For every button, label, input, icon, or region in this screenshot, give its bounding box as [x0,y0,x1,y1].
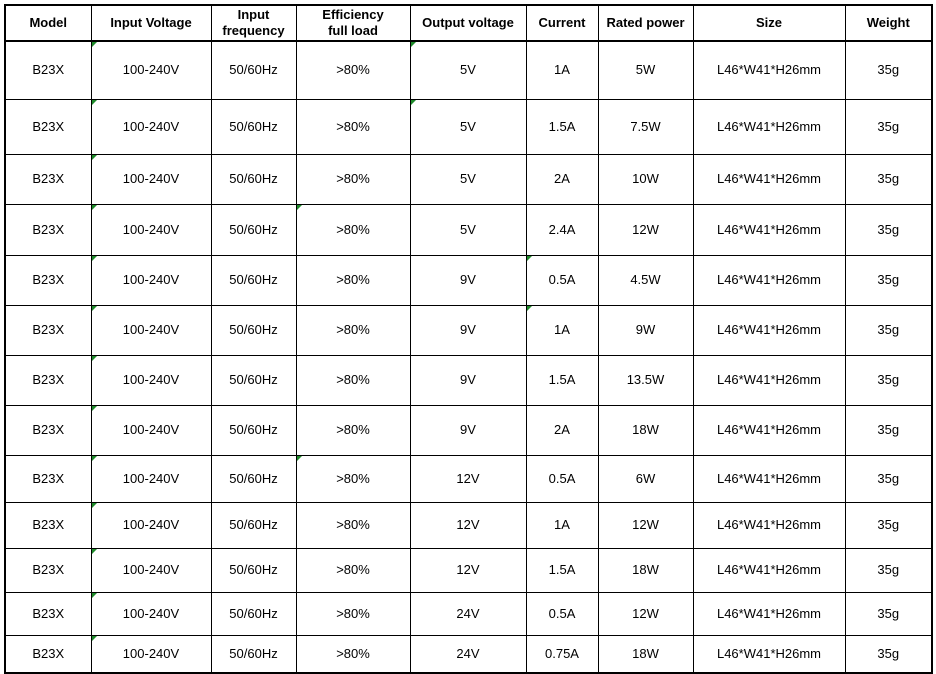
header-input-frequency-line2: frequency [222,23,285,38]
cell-frequency [211,99,296,154]
cell-output-voltage [410,405,526,455]
cell-input-voltage-value: 100-240V [122,562,180,577]
cell-weight [845,548,932,592]
table-row [5,355,932,405]
comment-marker-icon [92,256,97,261]
cell-current-value: 0.5A [548,605,576,621]
cell-frequency-value: 50/60Hz [229,517,278,532]
cell-efficiency [296,502,410,548]
cell-efficiency-value: >80% [336,118,370,134]
cell-current [526,405,598,455]
cell-model-value: B23X [32,422,65,437]
cell-input-voltage [91,455,211,502]
cell-efficiency-value: >80% [336,272,370,287]
cell-weight [845,405,932,455]
cell-rated-power-value: 4.5W [630,272,661,287]
cell-efficiency-value: >80% [336,422,370,437]
cell-current [526,502,598,548]
cell-weight-value: 35g [877,645,900,661]
header-weight: Weight [845,5,932,41]
cell-rated-power-value: 18W [632,562,659,577]
cell-input-voltage [91,255,211,305]
cell-rated-power-value: 18W [632,645,659,661]
table-row [5,548,932,592]
cell-model [5,405,91,455]
comment-marker-icon [411,42,416,47]
cell-input-voltage-value: 100-240V [122,62,180,78]
cell-model [5,305,91,355]
cell-input-voltage [91,154,211,204]
cell-frequency [211,548,296,592]
cell-weight-value: 35g [877,372,900,387]
comment-marker-icon [92,503,97,508]
cell-weight-value: 35g [877,272,900,287]
cell-size [693,502,845,548]
comment-marker-icon [297,205,302,210]
cell-input-voltage-value: 100-240V [122,422,180,437]
spec-table [4,4,933,674]
cell-frequency-value: 50/60Hz [229,372,278,387]
cell-current [526,635,598,673]
cell-input-voltage-value: 100-240V [122,645,180,661]
table-row [5,204,932,255]
comment-marker-icon [92,549,97,554]
cell-input-voltage-value: 100-240V [122,470,180,486]
cell-model-value: B23X [32,645,65,661]
table-row [5,592,932,635]
cell-size [693,405,845,455]
table-header [5,5,932,41]
cell-efficiency [296,204,410,255]
table-row [5,405,932,455]
table-row [5,99,932,154]
cell-input-voltage-value: 100-240V [122,372,180,387]
table-row [5,154,932,204]
comment-marker-icon [92,100,97,105]
comment-marker-icon [92,306,97,311]
cell-size-value: L46*W41*H26mm [716,322,822,337]
cell-rated-power-value: 12W [632,221,659,237]
cell-size-value: L46*W41*H26mm [716,422,822,437]
comment-marker-icon [411,100,416,105]
cell-model [5,154,91,204]
cell-model [5,548,91,592]
cell-output-voltage [410,204,526,255]
header-input-frequency [211,5,296,41]
cell-rated-power [598,355,693,405]
cell-size-value: L46*W41*H26mm [716,470,822,486]
cell-output-voltage-value: 9V [460,322,476,337]
cell-model [5,204,91,255]
cell-efficiency [296,99,410,154]
cell-frequency-value: 50/60Hz [229,322,278,337]
comment-marker-icon [92,636,97,641]
cell-rated-power [598,204,693,255]
cell-frequency [211,204,296,255]
cell-efficiency [296,154,410,204]
cell-efficiency [296,635,410,673]
cell-model-value: B23X [32,171,65,186]
cell-frequency [211,255,296,305]
cell-weight-value: 35g [877,562,900,577]
cell-output-voltage [410,41,526,99]
cell-output-voltage [410,355,526,405]
cell-size-value: L46*W41*H26mm [716,221,822,237]
cell-frequency [211,41,296,99]
cell-model-value: B23X [32,272,65,287]
cell-current-value: 1.5A [548,372,576,387]
cell-weight [845,255,932,305]
cell-input-voltage-value: 100-240V [122,221,180,237]
cell-output-voltage-value: 9V [460,372,476,387]
table-row [5,455,932,502]
cell-efficiency-value: >80% [336,517,370,532]
cell-model-value: B23X [32,118,65,134]
cell-current-value: 1A [554,62,570,78]
cell-size-value: L46*W41*H26mm [716,562,822,577]
cell-output-voltage [410,154,526,204]
cell-size [693,305,845,355]
cell-model [5,255,91,305]
cell-output-voltage [410,455,526,502]
cell-current-value: 2A [554,422,570,437]
cell-efficiency [296,455,410,502]
cell-model [5,455,91,502]
cell-size-value: L46*W41*H26mm [716,645,822,661]
header-output-voltage: Output voltage [410,5,526,41]
comment-marker-icon [527,306,532,311]
cell-current-value: 0.5A [548,470,576,486]
cell-output-voltage-value: 5V [460,221,476,237]
cell-output-voltage [410,99,526,154]
cell-output-voltage [410,548,526,592]
cell-model [5,41,91,99]
comment-marker-icon [92,456,97,461]
cell-input-voltage [91,548,211,592]
cell-rated-power [598,99,693,154]
cell-rated-power [598,154,693,204]
cell-output-voltage-value: 12V [456,470,480,486]
cell-efficiency-value: >80% [336,562,370,577]
cell-efficiency-value: >80% [336,62,370,78]
cell-current [526,305,598,355]
cell-model [5,592,91,635]
cell-frequency-value: 50/60Hz [229,422,278,437]
cell-frequency [211,455,296,502]
cell-current [526,41,598,99]
cell-frequency [211,154,296,204]
cell-input-voltage-value: 100-240V [122,517,180,532]
cell-size-value: L46*W41*H26mm [716,62,822,78]
cell-rated-power-value: 13.5W [626,372,665,387]
cell-weight [845,355,932,405]
comment-marker-icon [92,42,97,47]
cell-rated-power-value: 7.5W [630,118,661,134]
cell-current [526,255,598,305]
cell-output-voltage-value: 12V [456,517,480,532]
cell-efficiency [296,355,410,405]
cell-current [526,455,598,502]
cell-input-voltage-value: 100-240V [122,272,180,287]
cell-size [693,548,845,592]
cell-rated-power-value: 18W [632,422,659,437]
cell-current-value: 2A [554,171,570,186]
cell-current-value: 1A [554,322,570,337]
cell-weight [845,502,932,548]
cell-weight-value: 35g [877,171,900,186]
cell-frequency-value: 50/60Hz [229,470,278,486]
cell-weight-value: 35g [877,470,900,486]
cell-efficiency-value: >80% [336,470,370,486]
cell-input-voltage [91,41,211,99]
cell-model-value: B23X [32,221,65,237]
cell-input-voltage [91,405,211,455]
cell-weight [845,204,932,255]
comment-marker-icon [92,155,97,160]
cell-output-voltage-value: 24V [456,605,480,621]
cell-current-value: 0.75A [545,645,579,661]
table-row [5,635,932,673]
cell-efficiency [296,41,410,99]
cell-current-value: 2.4A [548,221,576,237]
cell-weight-value: 35g [877,221,900,237]
cell-weight-value: 35g [877,422,900,437]
cell-efficiency-value: >80% [336,645,370,661]
cell-input-voltage [91,99,211,154]
cell-weight-value: 35g [877,62,900,78]
cell-efficiency [296,405,410,455]
cell-weight [845,592,932,635]
cell-frequency-value: 50/60Hz [229,118,278,134]
cell-input-voltage-value: 100-240V [122,118,180,134]
cell-output-voltage-value: 24V [456,645,480,661]
cell-output-voltage-value: 12V [456,562,480,577]
cell-current [526,592,598,635]
cell-size-value: L46*W41*H26mm [716,605,822,621]
cell-rated-power [598,592,693,635]
cell-frequency-value: 50/60Hz [229,171,278,186]
cell-size-value: L46*W41*H26mm [716,372,822,387]
cell-size [693,635,845,673]
cell-rated-power-value: 9W [635,322,656,337]
cell-output-voltage [410,305,526,355]
header-efficiency [296,5,410,41]
cell-model-value: B23X [32,372,65,387]
cell-model-value: B23X [32,470,65,486]
cell-frequency [211,355,296,405]
cell-weight [845,305,932,355]
table-row [5,305,932,355]
table-body [5,41,932,673]
cell-efficiency-value: >80% [336,372,370,387]
cell-weight [845,41,932,99]
cell-efficiency [296,592,410,635]
cell-current [526,204,598,255]
header-efficiency-line1: Efficiency [322,7,384,22]
cell-model-value: B23X [32,62,65,78]
cell-efficiency-value: >80% [336,605,370,621]
cell-rated-power-value: 12W [632,605,659,621]
cell-input-voltage-value: 100-240V [122,605,180,621]
header-row [5,5,932,41]
cell-weight [845,99,932,154]
cell-size [693,154,845,204]
cell-current-value: 1A [554,517,570,532]
cell-current [526,99,598,154]
cell-weight [845,455,932,502]
cell-rated-power [598,548,693,592]
cell-size [693,41,845,99]
comment-marker-icon [92,593,97,598]
cell-weight-value: 35g [877,322,900,337]
cell-rated-power [598,502,693,548]
cell-efficiency-value: >80% [336,171,370,186]
cell-output-voltage-value: 5V [460,171,476,186]
header-rated-power: Rated power [598,5,693,41]
cell-model-value: B23X [32,562,65,577]
cell-size [693,99,845,154]
cell-rated-power [598,635,693,673]
cell-model-value: B23X [32,517,65,532]
cell-efficiency-value: >80% [336,322,370,337]
cell-frequency-value: 50/60Hz [229,272,278,287]
cell-weight [845,154,932,204]
cell-weight [845,635,932,673]
cell-size [693,255,845,305]
cell-frequency [211,592,296,635]
cell-model [5,502,91,548]
cell-frequency [211,502,296,548]
table-row [5,502,932,548]
header-input-frequency-line1: Input [237,7,270,22]
cell-output-voltage-value: 9V [460,272,476,287]
header-efficiency-line2: full load [328,23,378,38]
cell-frequency-value: 50/60Hz [229,221,278,237]
cell-rated-power [598,41,693,99]
comment-marker-icon [92,356,97,361]
cell-input-voltage [91,355,211,405]
cell-model-value: B23X [32,322,65,337]
cell-size [693,455,845,502]
cell-weight-value: 35g [877,605,900,621]
cell-current [526,548,598,592]
cell-rated-power-value: 6W [635,470,656,486]
cell-output-voltage [410,635,526,673]
cell-rated-power-value: 12W [632,517,659,532]
cell-frequency [211,405,296,455]
cell-current [526,355,598,405]
cell-output-voltage [410,255,526,305]
cell-output-voltage-value: 5V [460,118,476,134]
cell-frequency [211,635,296,673]
header-size: Size [693,5,845,41]
table-row [5,41,932,99]
cell-input-voltage [91,635,211,673]
cell-rated-power [598,255,693,305]
comment-marker-icon [527,256,532,261]
cell-model [5,355,91,405]
cell-current-value: 1.5A [548,562,576,577]
table-row [5,255,932,305]
cell-rated-power [598,455,693,502]
cell-size-value: L46*W41*H26mm [716,272,822,287]
cell-input-voltage [91,204,211,255]
cell-model-value: B23X [32,605,65,621]
cell-size [693,355,845,405]
header-current: Current [526,5,598,41]
cell-current-value: 0.5A [548,272,576,287]
cell-frequency-value: 50/60Hz [229,605,278,621]
cell-efficiency [296,548,410,592]
cell-size [693,592,845,635]
cell-output-voltage-value: 9V [460,422,476,437]
cell-input-voltage [91,305,211,355]
cell-efficiency [296,305,410,355]
cell-rated-power [598,405,693,455]
comment-marker-icon [92,406,97,411]
cell-current-value: 1.5A [548,118,576,134]
cell-size-value: L46*W41*H26mm [716,118,822,134]
cell-input-voltage [91,502,211,548]
cell-current [526,154,598,204]
cell-weight-value: 35g [877,517,900,532]
cell-size-value: L46*W41*H26mm [716,171,822,186]
cell-model [5,635,91,673]
header-model: Model [5,5,91,41]
cell-frequency [211,305,296,355]
cell-rated-power-value: 10W [632,171,659,186]
cell-frequency-value: 50/60Hz [229,562,278,577]
cell-weight-value: 35g [877,118,900,134]
comment-marker-icon [92,205,97,210]
cell-rated-power [598,305,693,355]
cell-size-value: L46*W41*H26mm [716,517,822,532]
cell-output-voltage [410,502,526,548]
cell-efficiency [296,255,410,305]
cell-output-voltage-value: 5V [460,62,476,78]
cell-efficiency-value: >80% [336,221,370,237]
comment-marker-icon [297,456,302,461]
cell-size [693,204,845,255]
cell-rated-power-value: 5W [635,62,656,78]
cell-model [5,99,91,154]
cell-input-voltage-value: 100-240V [122,171,180,186]
cell-input-voltage-value: 100-240V [122,322,180,337]
cell-frequency-value: 50/60Hz [229,645,278,661]
header-input-voltage: Input Voltage [91,5,211,41]
cell-output-voltage [410,592,526,635]
cell-input-voltage [91,592,211,635]
cell-frequency-value: 50/60Hz [229,62,278,78]
